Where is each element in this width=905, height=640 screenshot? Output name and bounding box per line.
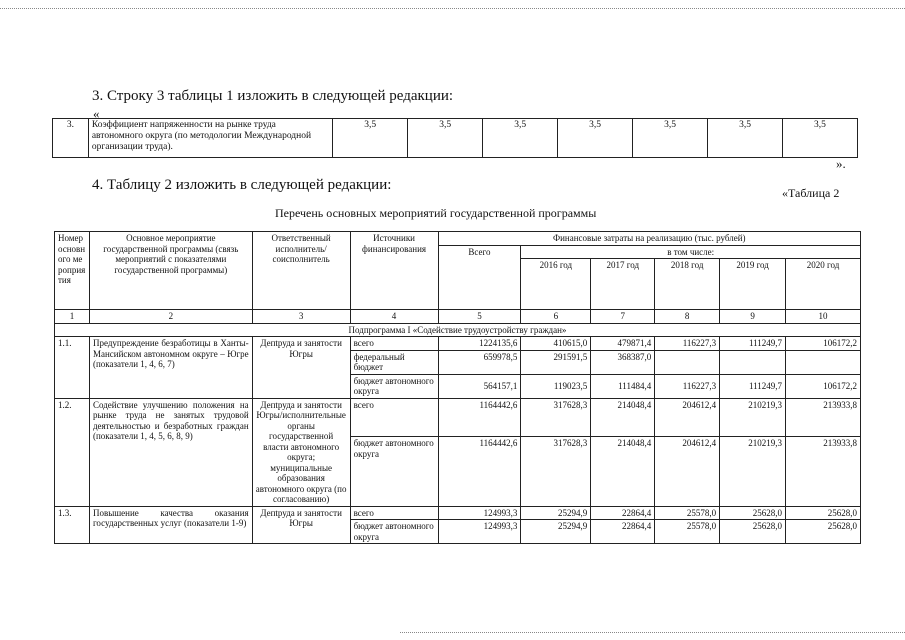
row-value: 368387,0 bbox=[591, 350, 655, 374]
row-value: 204612,4 bbox=[655, 398, 720, 437]
row-value: 25628,0 bbox=[720, 506, 786, 520]
row-num: 1.1. bbox=[55, 337, 90, 399]
row-value: 124993,3 bbox=[438, 506, 521, 520]
header-year: 2016 год bbox=[521, 259, 591, 310]
colnum: 9 bbox=[720, 310, 786, 324]
row-measure: Предупреждение безработицы в Ханты-Мансийском автономном округе – Югре (показатели 1, 4, 6, 7) bbox=[89, 337, 252, 399]
row-value: 213933,8 bbox=[786, 437, 861, 506]
colnum-row bbox=[55, 310, 861, 324]
header-incl: в том числе: bbox=[521, 245, 861, 259]
row-value bbox=[655, 350, 720, 374]
row-value: 22864,4 bbox=[591, 506, 655, 520]
table-row bbox=[55, 398, 861, 437]
row-value: 106172,2 bbox=[786, 374, 861, 398]
row3-num: 3. bbox=[53, 119, 89, 158]
row3-val: 3,5 bbox=[782, 119, 857, 158]
table2-title: Перечень основных мероприятий государственной программы bbox=[275, 206, 597, 220]
row-value: 317628,3 bbox=[521, 437, 591, 506]
row3-val: 3,5 bbox=[408, 119, 483, 158]
row-value: 124993,3 bbox=[438, 520, 521, 544]
colnum: 1 bbox=[55, 310, 90, 324]
row-value: 25628,0 bbox=[786, 506, 861, 520]
row-value: 111249,7 bbox=[720, 337, 786, 351]
row3-name: Коэффициент напряженности на рынке труда автономного округа (по методологии Международной организации труда). bbox=[88, 119, 332, 158]
header-measure: Основное мероприятие государственной программы (связь мероприятий с показателями государственной программы) bbox=[89, 232, 252, 310]
row-source: бюджет автономного округа bbox=[350, 520, 438, 544]
row-value: 204612,4 bbox=[655, 437, 720, 506]
row-value: 111249,7 bbox=[720, 374, 786, 398]
row3-val: 3,5 bbox=[483, 119, 558, 158]
row-measure: Повышение качества оказания государственных услуг (показатели 1-9) bbox=[89, 506, 252, 544]
colnum: 6 bbox=[521, 310, 591, 324]
row-value: 564157,1 bbox=[438, 374, 521, 398]
row-value: 1164442,6 bbox=[438, 437, 521, 506]
row-source: всего bbox=[350, 398, 438, 437]
header-executor: Ответственный исполнитель/соисполнитель bbox=[252, 232, 350, 310]
row-value: 116227,3 bbox=[655, 337, 720, 351]
row-value bbox=[720, 350, 786, 374]
row-value: 25578,0 bbox=[655, 520, 720, 544]
row-value: 1224135,6 bbox=[438, 337, 521, 351]
item3-open-quote: « bbox=[93, 106, 100, 121]
row3-val: 3,5 bbox=[333, 119, 408, 158]
table-row bbox=[55, 337, 861, 351]
header-year: 2017 год bbox=[591, 259, 655, 310]
item3-heading: 3. Строку 3 таблицы 1 изложить в следующей редакции: bbox=[92, 88, 454, 104]
row-value: 210219,3 bbox=[720, 398, 786, 437]
table-row bbox=[55, 506, 861, 520]
row-value: 25578,0 bbox=[655, 506, 720, 520]
row-value: 659978,5 bbox=[438, 350, 521, 374]
row-value: 25628,0 bbox=[786, 520, 861, 544]
row-source: федеральный бюджет bbox=[350, 350, 438, 374]
row-source: всего bbox=[350, 506, 438, 520]
colnum: 4 bbox=[350, 310, 438, 324]
item4-heading: 4. Таблицу 2 изложить в следующей редакции: bbox=[92, 177, 392, 193]
header-year: 2020 год bbox=[786, 259, 861, 310]
header-year: 2019 год bbox=[720, 259, 786, 310]
row-num: 1.3. bbox=[55, 506, 90, 544]
table1-row3 bbox=[52, 118, 858, 158]
header-year: 2018 год bbox=[655, 259, 720, 310]
row-value: 214048,4 bbox=[591, 398, 655, 437]
row-value: 213933,8 bbox=[786, 398, 861, 437]
row-value: 214048,4 bbox=[591, 437, 655, 506]
row-value: 291591,5 bbox=[521, 350, 591, 374]
scan-artifact-bottom bbox=[400, 632, 905, 633]
header-num: Номер основного мероприятия bbox=[55, 232, 90, 310]
colnum: 7 bbox=[591, 310, 655, 324]
header-source: Источники финансирования bbox=[350, 232, 438, 310]
row-value: 116227,3 bbox=[655, 374, 720, 398]
row-value: 25294,9 bbox=[521, 506, 591, 520]
row-value: 25628,0 bbox=[720, 520, 786, 544]
row3-val: 3,5 bbox=[708, 119, 783, 158]
row-value: 1164442,6 bbox=[438, 398, 521, 437]
row-num: 1.2. bbox=[55, 398, 90, 506]
row-value: 25294,9 bbox=[521, 520, 591, 544]
row-executor: Депtруда и занятости Югры/исполнительные органы государственной власти автономного округа; муниципальные образования автономного округа (по согласованию) bbox=[252, 398, 350, 506]
row-value: 106172,2 bbox=[786, 337, 861, 351]
row-executor: Депtруда и занятости Югры bbox=[252, 337, 350, 399]
row-source: бюджет автономного округа bbox=[350, 437, 438, 506]
subprogram-title: Подпрограмма I «Содействие трудоустройству граждан» bbox=[55, 323, 861, 337]
table2 bbox=[54, 231, 861, 544]
row-value bbox=[786, 350, 861, 374]
row-value: 210219,3 bbox=[720, 437, 786, 506]
row-measure: Содействие улучшению положения на рынке труда не занятых трудовой деятельностью и безработных граждан (показатели 1, 4, 5, 6, 8, 9) bbox=[89, 398, 252, 506]
header-total: Всего bbox=[438, 245, 521, 310]
row-value: 119023,5 bbox=[521, 374, 591, 398]
row-value: 479871,4 bbox=[591, 337, 655, 351]
row3-val: 3,5 bbox=[558, 119, 633, 158]
colnum: 10 bbox=[786, 310, 861, 324]
row-source: бюджет автономного округа bbox=[350, 374, 438, 398]
colnum: 5 bbox=[438, 310, 521, 324]
item3-close-quote: ». bbox=[836, 156, 846, 171]
table-ref: «Таблица 2 bbox=[782, 186, 840, 200]
header-financing: Финансовые затраты на реализацию (тыс. рублей) bbox=[438, 232, 860, 246]
colnum: 2 bbox=[89, 310, 252, 324]
row-executor: Депtруда и занятости Югры bbox=[252, 506, 350, 544]
colnum: 3 bbox=[252, 310, 350, 324]
row-value: 410615,0 bbox=[521, 337, 591, 351]
row-value: 111484,4 bbox=[591, 374, 655, 398]
row3-val: 3,5 bbox=[633, 119, 708, 158]
row-source: всего bbox=[350, 337, 438, 351]
row-value: 317628,3 bbox=[521, 398, 591, 437]
row-value: 22864,4 bbox=[591, 520, 655, 544]
scan-artifact-top bbox=[0, 8, 905, 9]
colnum: 8 bbox=[655, 310, 720, 324]
